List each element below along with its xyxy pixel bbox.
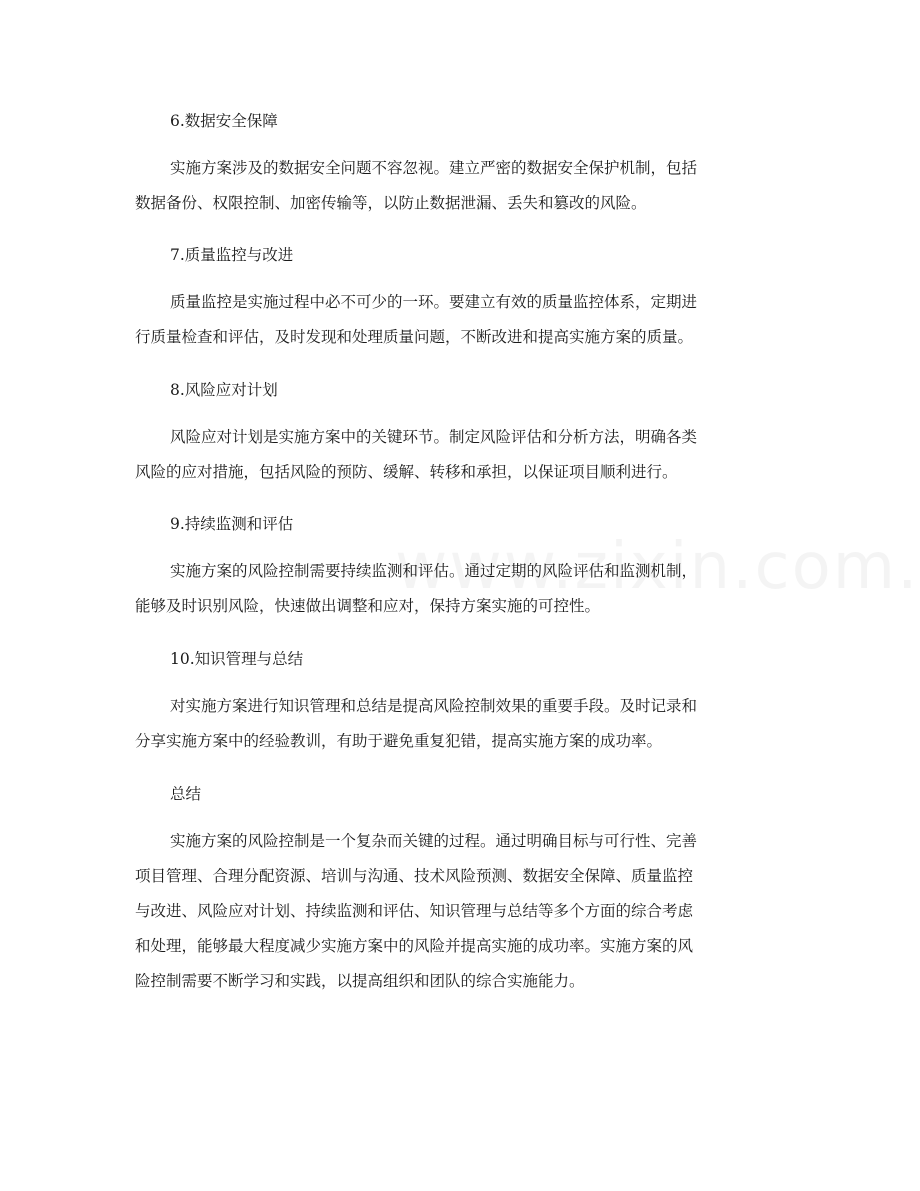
paragraph-line: 险控制需要不断学习和实践，以提高组织和团队的综合实施能力。	[135, 972, 585, 990]
paragraph-line: 项目管理、合理分配资源、培训与沟通、技术风险预测、数据安全保障、质量监控	[135, 867, 694, 885]
section-heading-10: 10.知识管理与总结	[170, 650, 304, 668]
paragraph-line: 数据备份、权限控制、加密传输等，以防止数据泄漏、丢失和篡改的风险。	[135, 194, 647, 212]
paragraph-line: 质量监控是实施过程中必不可少的一环。要建立有效的质量监控体系，定期进	[170, 293, 698, 311]
paragraph-line: 和处理，能够最大程度减少实施方案中的风险并提高实施的成功率。实施方案的风	[135, 937, 694, 955]
section-paragraph-9	[135, 554, 783, 624]
paragraph-line: 实施方案的风险控制需要持续监测和评估。通过定期的风险评估和监测机制，	[170, 562, 698, 580]
section-paragraph-10	[135, 689, 783, 759]
section-heading-9: 9.持续监测和评估	[170, 515, 294, 533]
paragraph-line: 行质量检查和评估，及时发现和处理质量问题，不断改进和提高实施方案的质量。	[135, 328, 694, 346]
section-paragraph-summary	[135, 824, 783, 999]
section-heading-8: 8.风险应对计划	[170, 381, 278, 399]
paragraph-line: 风险应对计划是实施方案中的关键环节。制定风险评估和分析方法，明确各类	[170, 428, 698, 446]
paragraph-line: 分享实施方案中的经验教训，有助于避免重复犯错，提高实施方案的成功率。	[135, 732, 663, 750]
section-heading-7: 7.质量监控与改进	[170, 246, 294, 264]
paragraph-line: 实施方案涉及的数据安全问题不容忽视。建立严密的数据安全保护机制，包括	[170, 159, 698, 177]
section-heading-summary: 总结	[170, 785, 202, 803]
paragraph-line: 与改进、风险应对计划、持续监测和评估、知识管理与总结等多个方面的综合考虑	[135, 902, 694, 920]
paragraph-line: 实施方案的风险控制是一个复杂而关键的过程。通过明确目标与可行性、完善	[170, 832, 698, 850]
section-heading-6: 6.数据安全保障	[170, 112, 278, 130]
section-paragraph-6	[135, 151, 783, 221]
paragraph-line: 能够及时识别风险，快速做出调整和应对，保持方案实施的可控性。	[135, 597, 601, 615]
paragraph-line: 风险的应对措施，包括风险的预防、缓解、转移和承担，以保证项目顺利进行。	[135, 463, 678, 481]
section-paragraph-8	[135, 420, 783, 490]
paragraph-line: 对实施方案进行知识管理和总结是提高风险控制效果的重要手段。及时记录和	[170, 697, 698, 715]
section-paragraph-7	[135, 285, 783, 355]
